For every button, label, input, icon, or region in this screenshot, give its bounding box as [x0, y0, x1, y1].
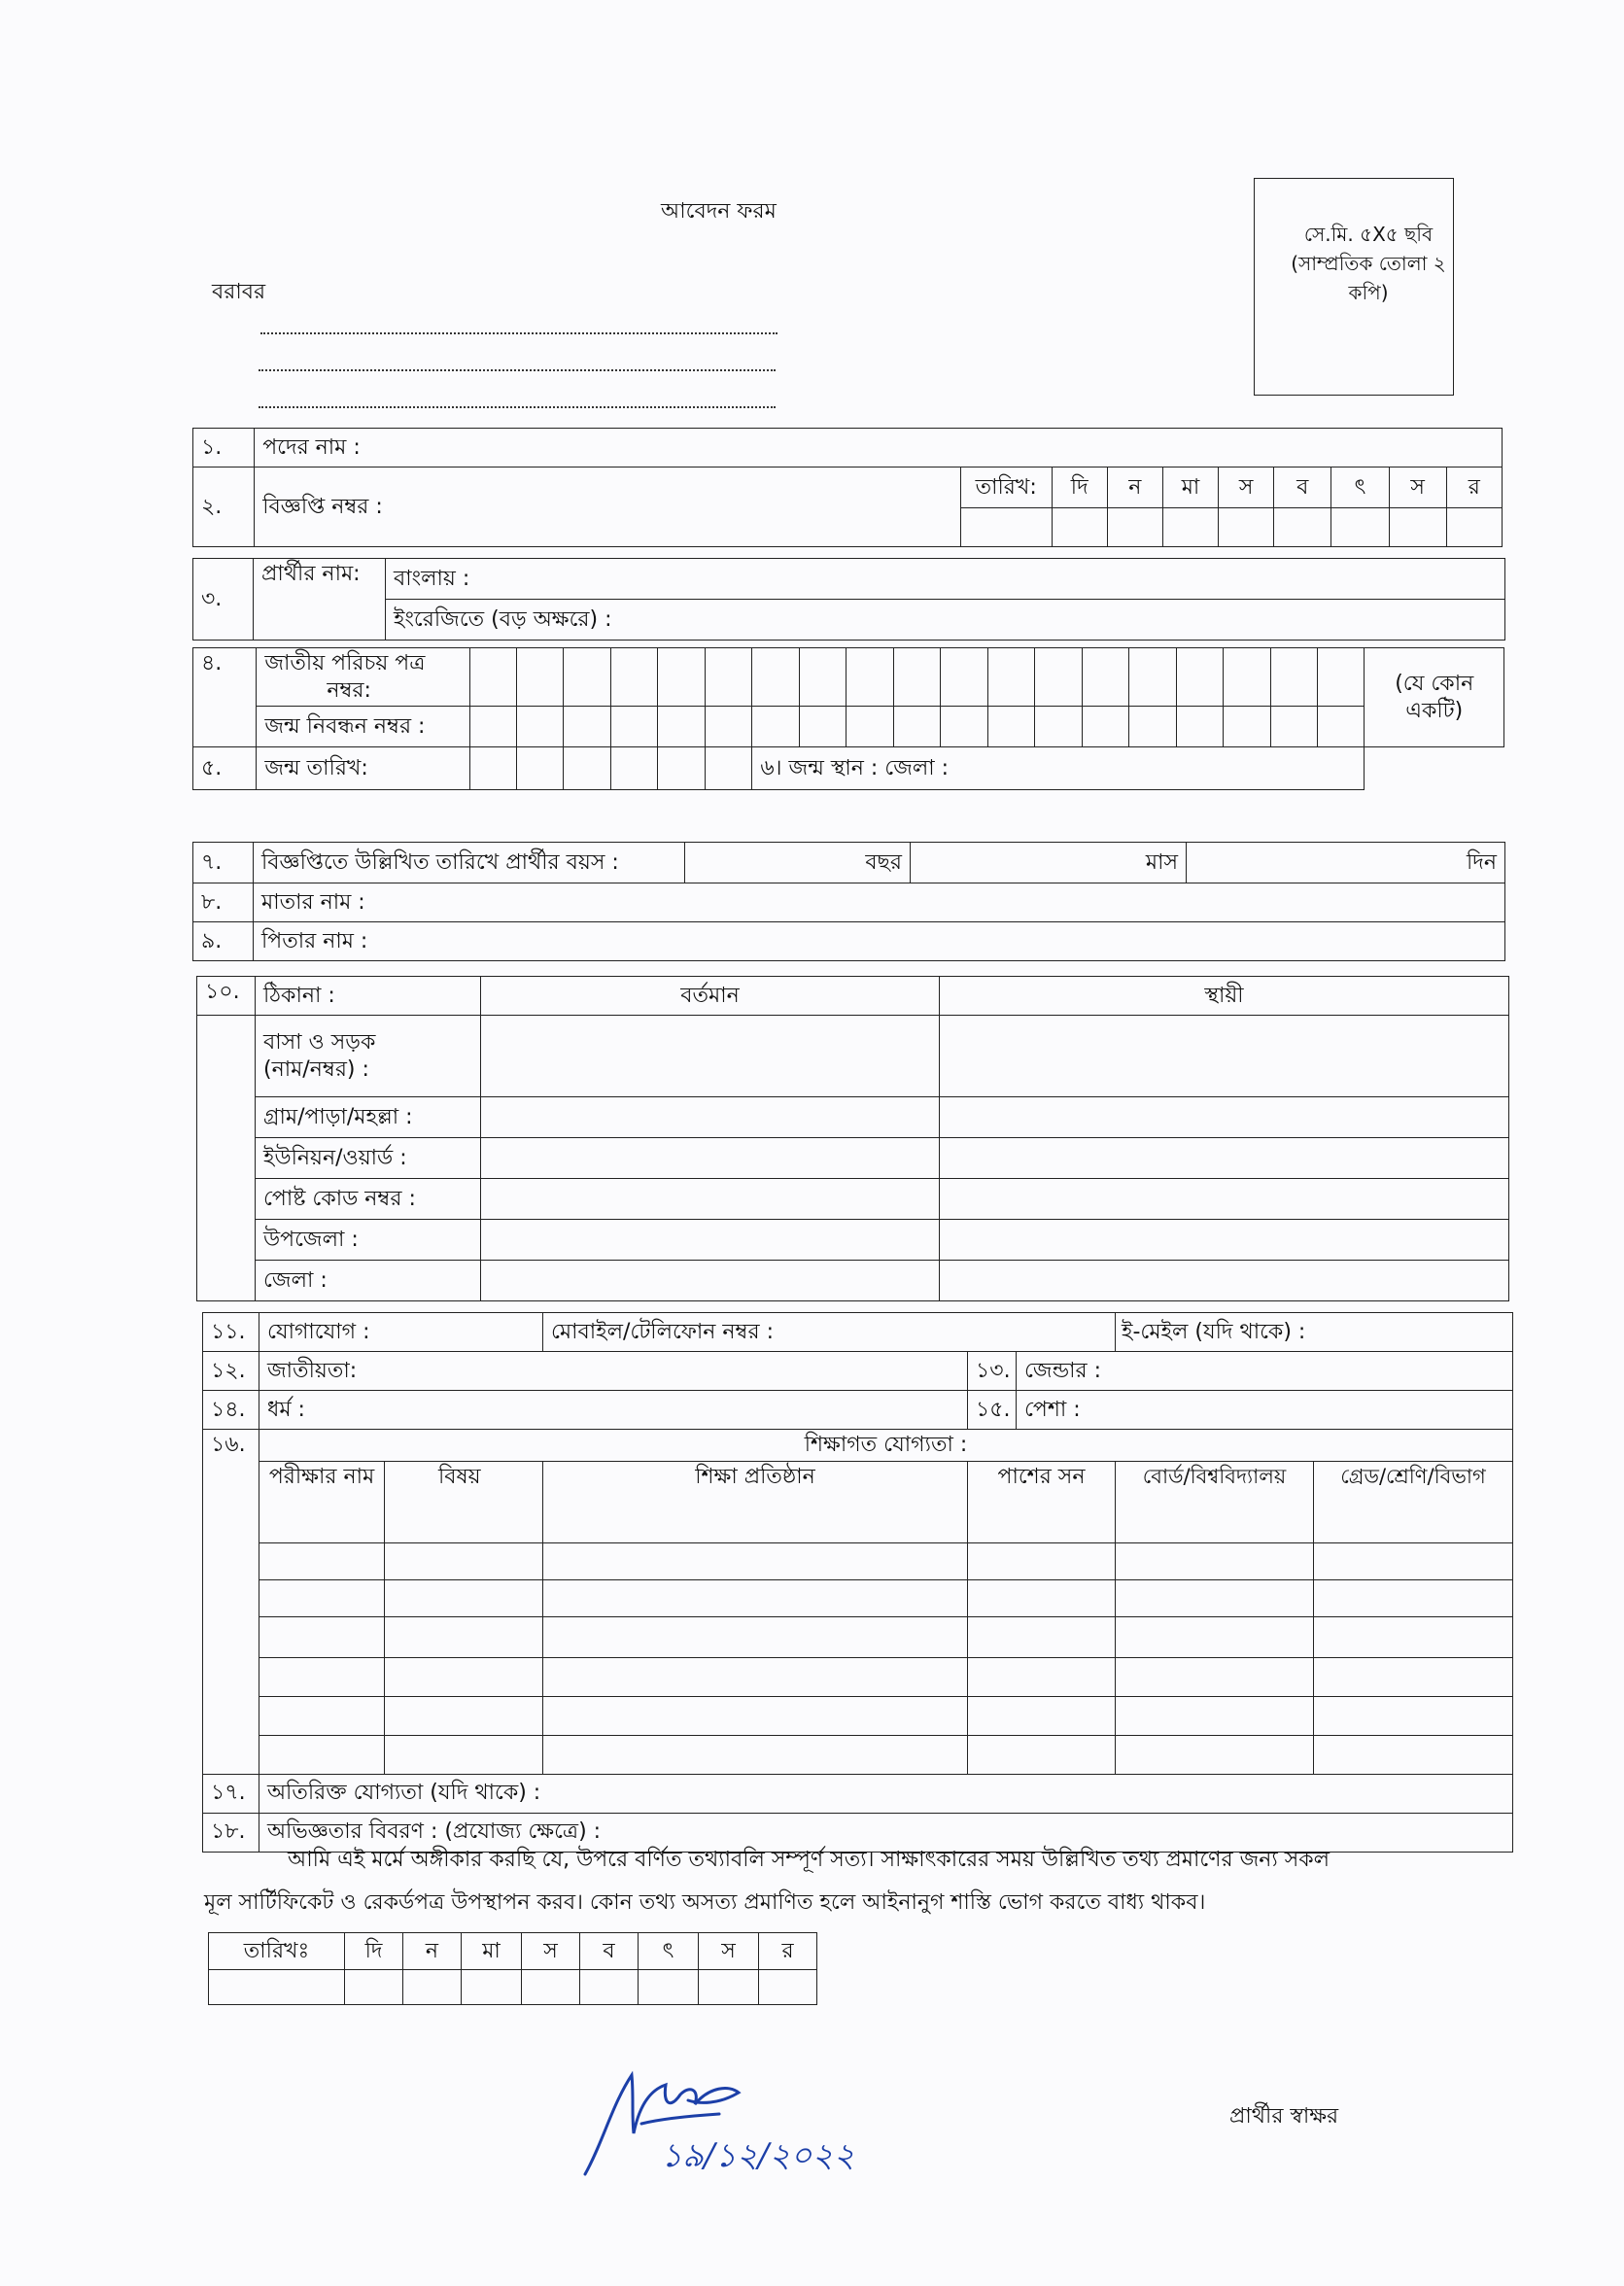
digit-cell[interactable]: [847, 707, 893, 747]
address-table: [196, 976, 1509, 1301]
item-number-16: ১৬.: [203, 1430, 259, 1775]
edu-cell[interactable]: [1314, 1696, 1513, 1735]
digit-cell[interactable]: [1082, 648, 1128, 707]
edu-cell[interactable]: [968, 1542, 1116, 1579]
permanent-address-header: স্থায়ী: [940, 977, 1509, 1016]
date-box: ব: [1274, 468, 1331, 508]
occupation-field[interactable]: [1017, 1391, 1513, 1430]
present-union-field[interactable]: [481, 1138, 940, 1179]
date-box: র: [759, 1933, 817, 1970]
declaration-line-2: মূল সার্টিফিকেট ও রেকর্ডপত্র উপস্থাপন করব। কোন তথ্য অসত্য প্রমাণিত হলে আইনানুগ শাস্তি ভোগ করতে বাধ্য থাকব।: [204, 1890, 1206, 1915]
digit-cell[interactable]: [610, 707, 657, 747]
dob-cell[interactable]: [564, 747, 610, 790]
dob-cell[interactable]: [517, 747, 564, 790]
edu-cell[interactable]: [1314, 1579, 1513, 1616]
digit-cell[interactable]: [1224, 648, 1270, 707]
digit-cell[interactable]: [658, 648, 705, 707]
digit-cell[interactable]: [799, 707, 846, 747]
post-circular-table: [192, 428, 1503, 547]
contact-education-table: [202, 1312, 1513, 1853]
date-input-cell[interactable]: [403, 1970, 462, 2005]
circular-number-field[interactable]: [255, 468, 961, 547]
applicant-name-table: [192, 558, 1505, 641]
digit-cell[interactable]: [517, 707, 564, 747]
nationality-label: জাতীয়তা:: [267, 1358, 358, 1383]
date-input-cell[interactable]: [699, 1970, 759, 2005]
digit-cell[interactable]: [752, 707, 799, 747]
name-english-field[interactable]: [386, 600, 1505, 641]
declaration: [204, 1839, 1516, 1924]
dob-cell[interactable]: [705, 747, 751, 790]
name-bangla-field[interactable]: [386, 559, 1505, 600]
photo-note-2: (সাম্প্রতিক তোলা ২: [1291, 252, 1446, 275]
item-number-14: ১৪.: [203, 1391, 259, 1430]
nid-label: [257, 648, 469, 707]
present-house-road-field[interactable]: [481, 1016, 940, 1097]
digit-cell[interactable]: [1035, 648, 1082, 707]
digit-cell[interactable]: [658, 707, 705, 747]
occupation-label: পেশা :: [1024, 1397, 1081, 1422]
date-input-cell[interactable]: [462, 1970, 522, 2005]
addressee-label: বরাবর: [212, 280, 266, 304]
religion-field[interactable]: [259, 1391, 968, 1430]
digit-cell[interactable]: [469, 707, 516, 747]
digit-cell[interactable]: [1317, 648, 1364, 707]
date-box: স: [1389, 468, 1446, 508]
item-number-1: ১.: [193, 429, 255, 468]
village-label: গ্রাম/পাড়া/মহল্লা :: [256, 1097, 481, 1138]
photo-note-1: সে.মি. ৫X৫ ছবি: [1303, 223, 1434, 246]
edu-cell[interactable]: [1314, 1616, 1513, 1657]
age-year-field[interactable]: [685, 843, 911, 883]
permanent-union-field[interactable]: [940, 1138, 1509, 1179]
dob-cell[interactable]: [469, 747, 516, 790]
birthplace-field[interactable]: [752, 747, 1365, 790]
digit-cell[interactable]: [1176, 648, 1223, 707]
brn-label: জন্ম নিবন্ধন নম্বর :: [257, 707, 469, 747]
date-box: ব: [580, 1933, 639, 1970]
date-input-cell[interactable]: [345, 1970, 403, 2005]
date-box: ন: [1107, 468, 1162, 508]
name-bangla-label: বাংলায় :: [394, 566, 470, 591]
contact-label: যোগাযোগ :: [259, 1313, 543, 1352]
extra-qualification-field[interactable]: [259, 1774, 1513, 1813]
father-name-field[interactable]: [254, 922, 1505, 961]
date-box: মা: [462, 1933, 522, 1970]
item-number-4: ৪.: [193, 648, 257, 747]
digit-cell[interactable]: [799, 648, 846, 707]
post-name-field[interactable]: [255, 429, 1503, 468]
mother-name-label: মাতার নাম :: [261, 889, 365, 915]
digit-cell[interactable]: [1129, 648, 1176, 707]
date-input-cell[interactable]: [1052, 508, 1107, 547]
nid-label-2: নম্বর:: [327, 677, 371, 703]
edu-cell[interactable]: [259, 1579, 385, 1616]
gender-field[interactable]: [1017, 1352, 1513, 1391]
upazila-label: উপজেলা :: [256, 1220, 481, 1261]
extra-qualification-label: অতিরিক্ত যোগ্যতা (যদি থাকে) :: [267, 1781, 541, 1806]
edu-cell[interactable]: [1116, 1696, 1314, 1735]
date-input-cell[interactable]: [1219, 508, 1274, 547]
item-number-13: ১৩.: [968, 1352, 1017, 1391]
date-input-cell[interactable]: [639, 1970, 699, 2005]
edu-cell[interactable]: [968, 1735, 1116, 1774]
age-year-label: বছর: [865, 849, 902, 875]
applicant-name-label: প্রার্থীর নাম:: [254, 559, 386, 641]
item-number-18: ১৮.: [203, 1813, 259, 1852]
circular-date-label: তারিখ:: [960, 468, 1052, 508]
date-input-cell[interactable]: [1446, 508, 1502, 547]
declaration-date-label: তারিখঃ: [209, 1933, 345, 1970]
photo-note-3: কপি): [1348, 281, 1389, 304]
edu-cell[interactable]: [1116, 1735, 1314, 1774]
item-number-5: ৫.: [193, 747, 257, 790]
house-road-label: [256, 1016, 481, 1097]
digit-cell[interactable]: [1270, 707, 1317, 747]
edu-cell[interactable]: [385, 1579, 543, 1616]
address-line-3[interactable]: [259, 404, 776, 408]
permanent-upazila-field[interactable]: [940, 1220, 1509, 1261]
item-number-7: ৭.: [193, 843, 254, 883]
edu-cell[interactable]: [968, 1696, 1116, 1735]
photo-box[interactable]: [1254, 178, 1454, 396]
circular-number-label: বিজ্ঞপ্তি নম্বর :: [262, 494, 383, 519]
date-box: ন: [403, 1933, 462, 1970]
item-number-12: ১২.: [203, 1352, 259, 1391]
house-road-label-2: (নাম/নম্বর) :: [263, 1056, 369, 1082]
date-input-cell[interactable]: [1331, 508, 1389, 547]
digit-cell[interactable]: [564, 707, 610, 747]
digit-cell[interactable]: [705, 648, 751, 707]
form-title: আবেদন ফরম: [661, 199, 777, 224]
digit-cell[interactable]: [941, 707, 987, 747]
edu-cell[interactable]: [543, 1579, 968, 1616]
edu-cell[interactable]: [1116, 1657, 1314, 1696]
edu-header-board: বোর্ড/বিশ্ববিদ্যালয়: [1116, 1461, 1314, 1542]
age-day-label: দিন: [1467, 849, 1497, 875]
date-input-cell[interactable]: [1274, 508, 1331, 547]
handwritten-date: ১৯/১২/২০২২: [661, 2136, 855, 2175]
union-ward-label: ইউনিয়ন/ওয়ার্ড :: [256, 1138, 481, 1179]
item-number-15: ১৫.: [968, 1391, 1017, 1430]
education-title: শিক্ষাগত যোগ্যতা :: [259, 1430, 1513, 1462]
date-box: র: [1446, 468, 1502, 508]
item-number-10: ১০.: [197, 977, 256, 1016]
edu-cell[interactable]: [259, 1616, 385, 1657]
item-number-2: ২.: [193, 468, 255, 547]
edu-cell[interactable]: [543, 1735, 968, 1774]
house-road-label-1: বাসা ও সড়ক: [263, 1030, 376, 1055]
date-input-cell[interactable]: [1162, 508, 1218, 547]
age-label: বিজ্ঞপ্তিতে উল্লিখিত তারিখে প্রার্থীর বয়স :: [254, 843, 685, 883]
experience-label: অভিজ্ঞতার বিবরণ : (প্রযোজ্য ক্ষেত্রে) :: [267, 1819, 602, 1845]
date-box: দি: [1052, 468, 1107, 508]
edu-cell[interactable]: [385, 1696, 543, 1735]
gender-label: জেন্ডার :: [1024, 1358, 1102, 1383]
edu-cell[interactable]: [1116, 1616, 1314, 1657]
address-line-2[interactable]: [259, 367, 776, 371]
age-day-field[interactable]: [1187, 843, 1505, 883]
address-line-1[interactable]: [260, 330, 777, 334]
item-number-17: ১৭.: [203, 1774, 259, 1813]
nid-label-1: জাতীয় পরিচয় পত্র: [264, 651, 426, 675]
digit-cell[interactable]: [752, 648, 799, 707]
digit-cell[interactable]: [893, 648, 940, 707]
edu-cell[interactable]: [385, 1542, 543, 1579]
digit-cell[interactable]: [893, 707, 940, 747]
email-field[interactable]: [1116, 1313, 1513, 1352]
digit-cell[interactable]: [1224, 707, 1270, 747]
digit-cell[interactable]: [705, 707, 751, 747]
item-number-9: ৯.: [193, 922, 254, 961]
permanent-postcode-field[interactable]: [940, 1179, 1509, 1220]
name-english-label: ইংরেজিতে (বড় অক্ষরে) :: [394, 606, 612, 632]
digit-cell[interactable]: [469, 648, 516, 707]
digit-cell[interactable]: [564, 648, 610, 707]
date-input-cell[interactable]: [580, 1970, 639, 2005]
dob-label: জন্ম তারিখ:: [257, 747, 469, 790]
edu-cell[interactable]: [543, 1616, 968, 1657]
edu-cell[interactable]: [385, 1657, 543, 1696]
post-name-label: পদের নাম :: [262, 434, 361, 460]
signature-label: প্রার্থীর স্বাক্ষর: [1229, 2104, 1339, 2129]
nationality-field[interactable]: [259, 1352, 968, 1391]
post-code-label: পোষ্ট কোড নম্বর :: [256, 1179, 481, 1220]
age-month-label: মাস: [1145, 849, 1178, 875]
edu-header-subject: বিষয়: [385, 1461, 543, 1542]
edu-cell[interactable]: [385, 1735, 543, 1774]
mother-name-field[interactable]: [254, 883, 1505, 922]
edu-header-passing-year: পাশের সন: [968, 1461, 1116, 1542]
date-blank: [960, 508, 1052, 547]
date-box: ৎ: [1331, 468, 1389, 508]
dob-cell[interactable]: [658, 747, 705, 790]
edu-cell[interactable]: [968, 1579, 1116, 1616]
present-district-field[interactable]: [481, 1261, 940, 1301]
mobile-field[interactable]: [543, 1313, 1116, 1352]
edu-cell[interactable]: [1314, 1657, 1513, 1696]
either-note: [1365, 648, 1504, 747]
date-box: দি: [345, 1933, 403, 1970]
birthplace-label: ৬। জন্ম স্থান : জেলা :: [760, 755, 950, 780]
edu-cell[interactable]: [543, 1696, 968, 1735]
age-month-field[interactable]: [911, 843, 1187, 883]
edu-cell[interactable]: [968, 1657, 1116, 1696]
present-address-header: বর্তমান: [481, 977, 940, 1016]
date-box: ৎ: [639, 1933, 699, 1970]
address-number-spacer: [197, 1016, 256, 1301]
edu-cell[interactable]: [259, 1735, 385, 1774]
digit-cell[interactable]: [987, 648, 1034, 707]
digit-cell[interactable]: [1176, 707, 1223, 747]
edu-cell[interactable]: [259, 1657, 385, 1696]
edu-header-institution: শিক্ষা প্রতিষ্ঠান: [543, 1461, 968, 1542]
edu-cell[interactable]: [1314, 1542, 1513, 1579]
item-number-3: ৩.: [193, 559, 254, 641]
digit-cell[interactable]: [610, 648, 657, 707]
date-input-cell[interactable]: [1389, 508, 1446, 547]
date-box: স: [522, 1933, 580, 1970]
digit-cell[interactable]: [1035, 707, 1082, 747]
age-parents-table: [192, 842, 1505, 961]
mobile-label: মোবাইল/টেলিফোন নম্বর :: [551, 1319, 775, 1344]
digit-cell[interactable]: [847, 648, 893, 707]
item-number-8: ৮.: [193, 883, 254, 922]
digit-cell[interactable]: [1082, 707, 1128, 747]
digit-cell[interactable]: [941, 648, 987, 707]
edu-cell[interactable]: [259, 1542, 385, 1579]
edu-cell[interactable]: [1116, 1542, 1314, 1579]
digit-cell[interactable]: [1129, 707, 1176, 747]
digit-cell[interactable]: [987, 707, 1034, 747]
present-upazila-field[interactable]: [481, 1220, 940, 1261]
declaration-date-table: [208, 1932, 817, 2005]
email-label: ই-মেইল (যদি থাকে) :: [1122, 1319, 1306, 1344]
edu-cell[interactable]: [259, 1696, 385, 1735]
district-label: জেলা :: [256, 1261, 481, 1301]
date-input-cell[interactable]: [1107, 508, 1162, 547]
edu-cell[interactable]: [1314, 1735, 1513, 1774]
present-village-field[interactable]: [481, 1097, 940, 1138]
either-note-1: (যে কোন: [1395, 672, 1474, 696]
date-box: স: [699, 1933, 759, 1970]
declaration-line-1: আমি এই মর্মে অঙ্গীকার করছি যে, উপরে বর্ণিত তথ্যাবলি সম্পূর্ণ সত্য। সাক্ষাৎকারের সময় উল্লিখিত তথ্য প্রমাণের জন্য সকল: [288, 1848, 1330, 1872]
either-note-2: একটি): [1405, 698, 1464, 723]
edu-header-exam: পরীক্ষার নাম: [259, 1461, 385, 1542]
date-box: স: [1219, 468, 1274, 508]
religion-label: ধর্ম :: [267, 1397, 305, 1422]
dob-cell[interactable]: [610, 747, 657, 790]
date-input-cell[interactable]: [522, 1970, 580, 2005]
address-label: ঠিকানা :: [256, 977, 481, 1016]
edu-cell[interactable]: [1116, 1579, 1314, 1616]
nid-dob-table: [192, 647, 1504, 790]
edu-cell[interactable]: [543, 1657, 968, 1696]
permanent-house-road-field[interactable]: [940, 1016, 1509, 1097]
edu-header-grade: গ্রেড/শ্রেণি/বিভাগ: [1314, 1461, 1513, 1542]
date-input-cell[interactable]: [759, 1970, 817, 2005]
father-name-label: পিতার নাম :: [261, 928, 368, 953]
permanent-district-field[interactable]: [940, 1261, 1509, 1301]
edu-cell[interactable]: [385, 1616, 543, 1657]
digit-cell[interactable]: [517, 648, 564, 707]
digit-cell[interactable]: [1317, 707, 1364, 747]
digit-cell[interactable]: [1270, 648, 1317, 707]
date-box: মা: [1162, 468, 1218, 508]
edu-cell[interactable]: [543, 1542, 968, 1579]
permanent-village-field[interactable]: [940, 1097, 1509, 1138]
date-blank: [209, 1970, 345, 2005]
edu-cell[interactable]: [968, 1616, 1116, 1657]
present-postcode-field[interactable]: [481, 1179, 940, 1220]
item-number-11: ১১.: [203, 1313, 259, 1352]
